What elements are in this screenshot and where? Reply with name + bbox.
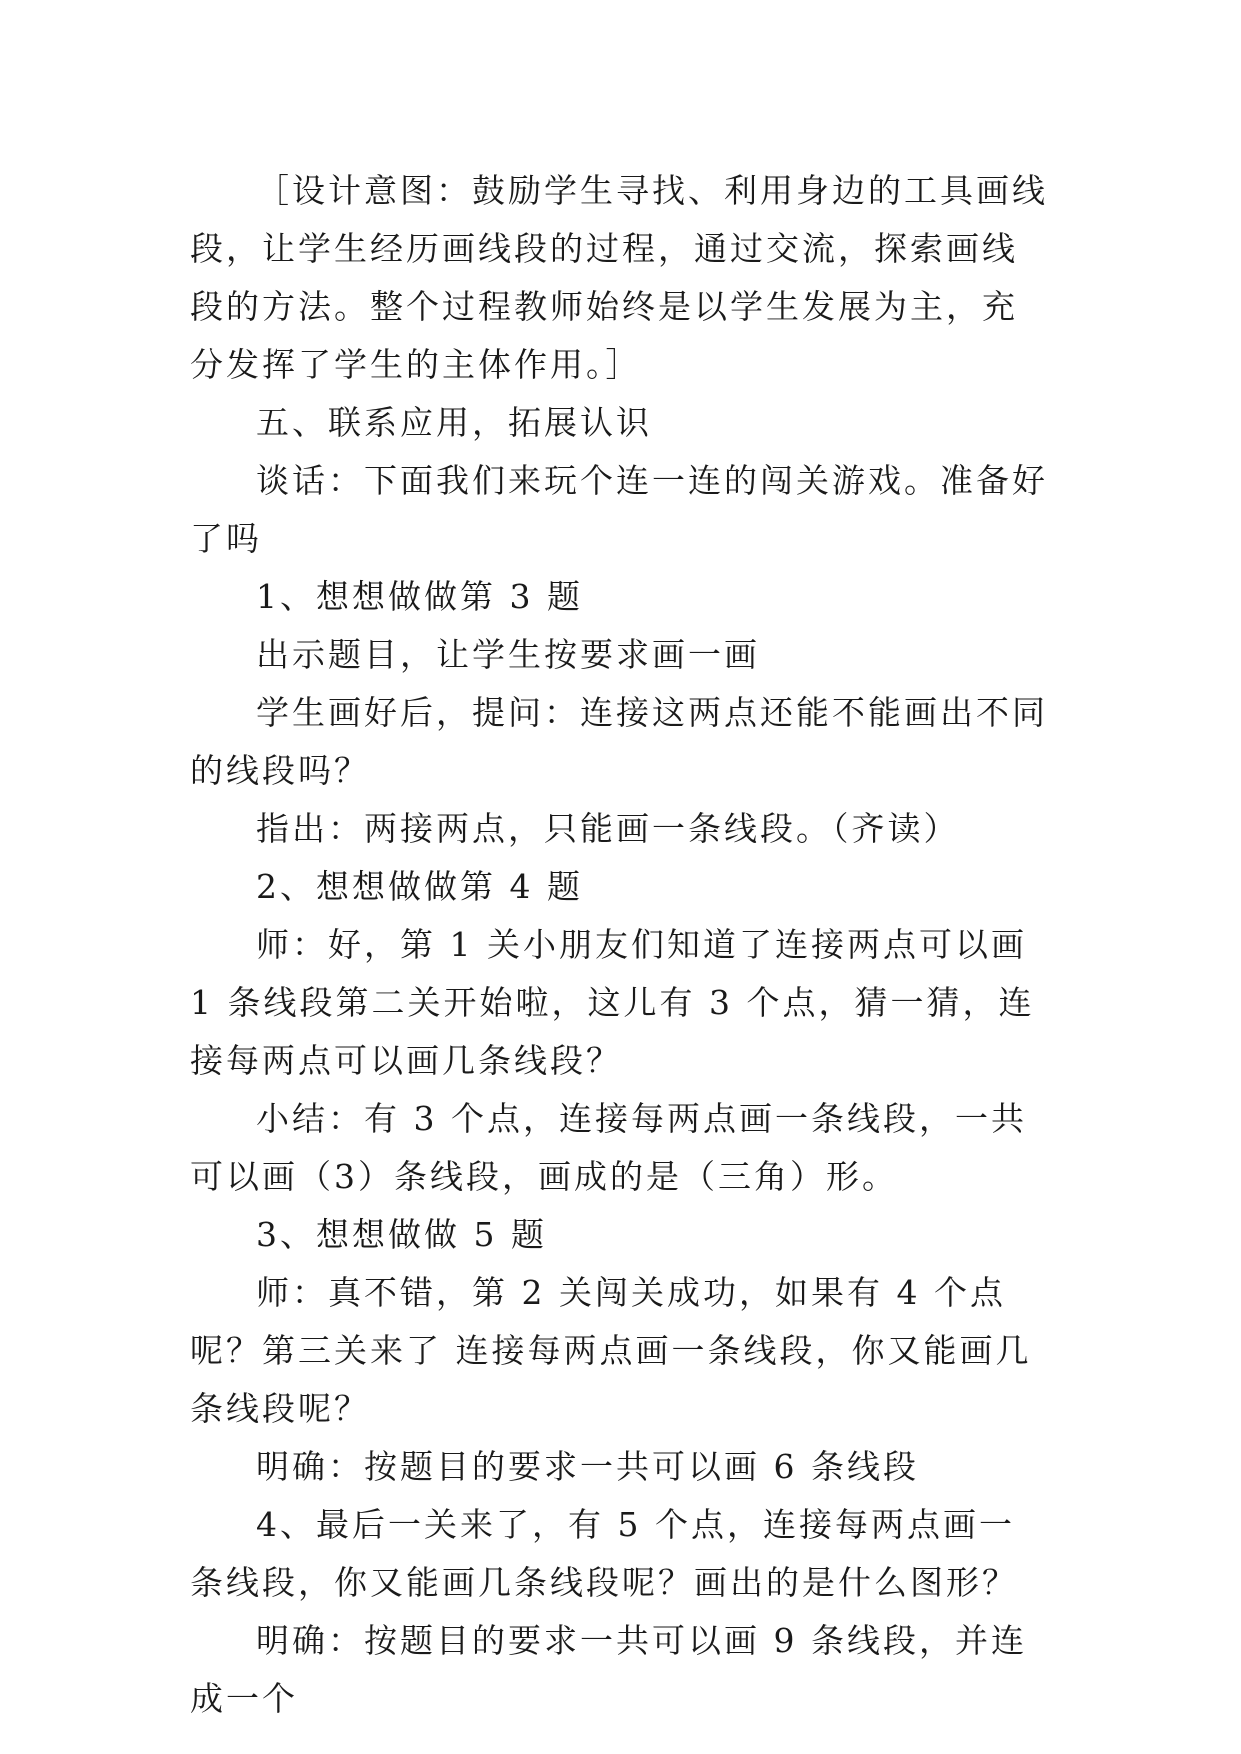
summary-paragraph: 小结：有 3 个点，连接每两点画一条线段，一共可以画（3）条线段，画成的是（三角）形。 bbox=[190, 1099, 1027, 1196]
exercise-heading: 3、想想做做 5 题 bbox=[256, 1215, 547, 1254]
body-paragraph: 出示题目，让学生按要求画一画 bbox=[256, 635, 760, 674]
body-paragraph: 师：好，第 1 关小朋友们知道了连接两点可以画 1 条线段第二关开始啦，这儿有 3 个点，猜一猜，连接每两点可以画几条线段？ bbox=[190, 925, 1041, 1080]
body-paragraph: 明确：按题目的要求一共可以画 6 条线段 bbox=[256, 1447, 919, 1486]
document-body bbox=[190, 162, 1050, 1728]
body-paragraph: 明确：按题目的要求一共可以画 9 条线段，并连成一个 bbox=[190, 1621, 1027, 1718]
exercise-heading: 2、想想做做第 4 题 bbox=[256, 867, 583, 906]
talk-paragraph: 谈话：下面我们来玩个连一连的闯关游戏。准备好了吗 bbox=[190, 461, 1048, 558]
section-heading: 五、联系应用，拓展认识 bbox=[256, 403, 652, 442]
body-paragraph: 4、最后一关来了，有 5 个点，连接每两点画一条线段，你又能画几条线段呢？画出的是什么图形？ bbox=[190, 1505, 1018, 1602]
body-paragraph: 学生画好后，提问：连接这两点还能不能画出不同的线段吗？ bbox=[190, 693, 1048, 790]
exercise-heading: 1、想想做做第 3 题 bbox=[256, 577, 583, 616]
body-paragraph: 师：真不错，第 2 关闯关成功，如果有 4 个点呢？第三关来了 连接每两点画一条线段，你又能画几条线段呢？ bbox=[190, 1273, 1032, 1428]
body-paragraph: 指出：两接两点，只能画一条线段。（齐读） bbox=[256, 809, 960, 848]
design-intent-paragraph: ［设计意图：鼓励学生寻找、利用身边的工具画线段，让学生经历画线段的过程，通过交流，探索画线段的方法。整个过程教师始终是以学生发展为主，充分发挥了学生的主体作用。］ bbox=[190, 171, 1048, 384]
